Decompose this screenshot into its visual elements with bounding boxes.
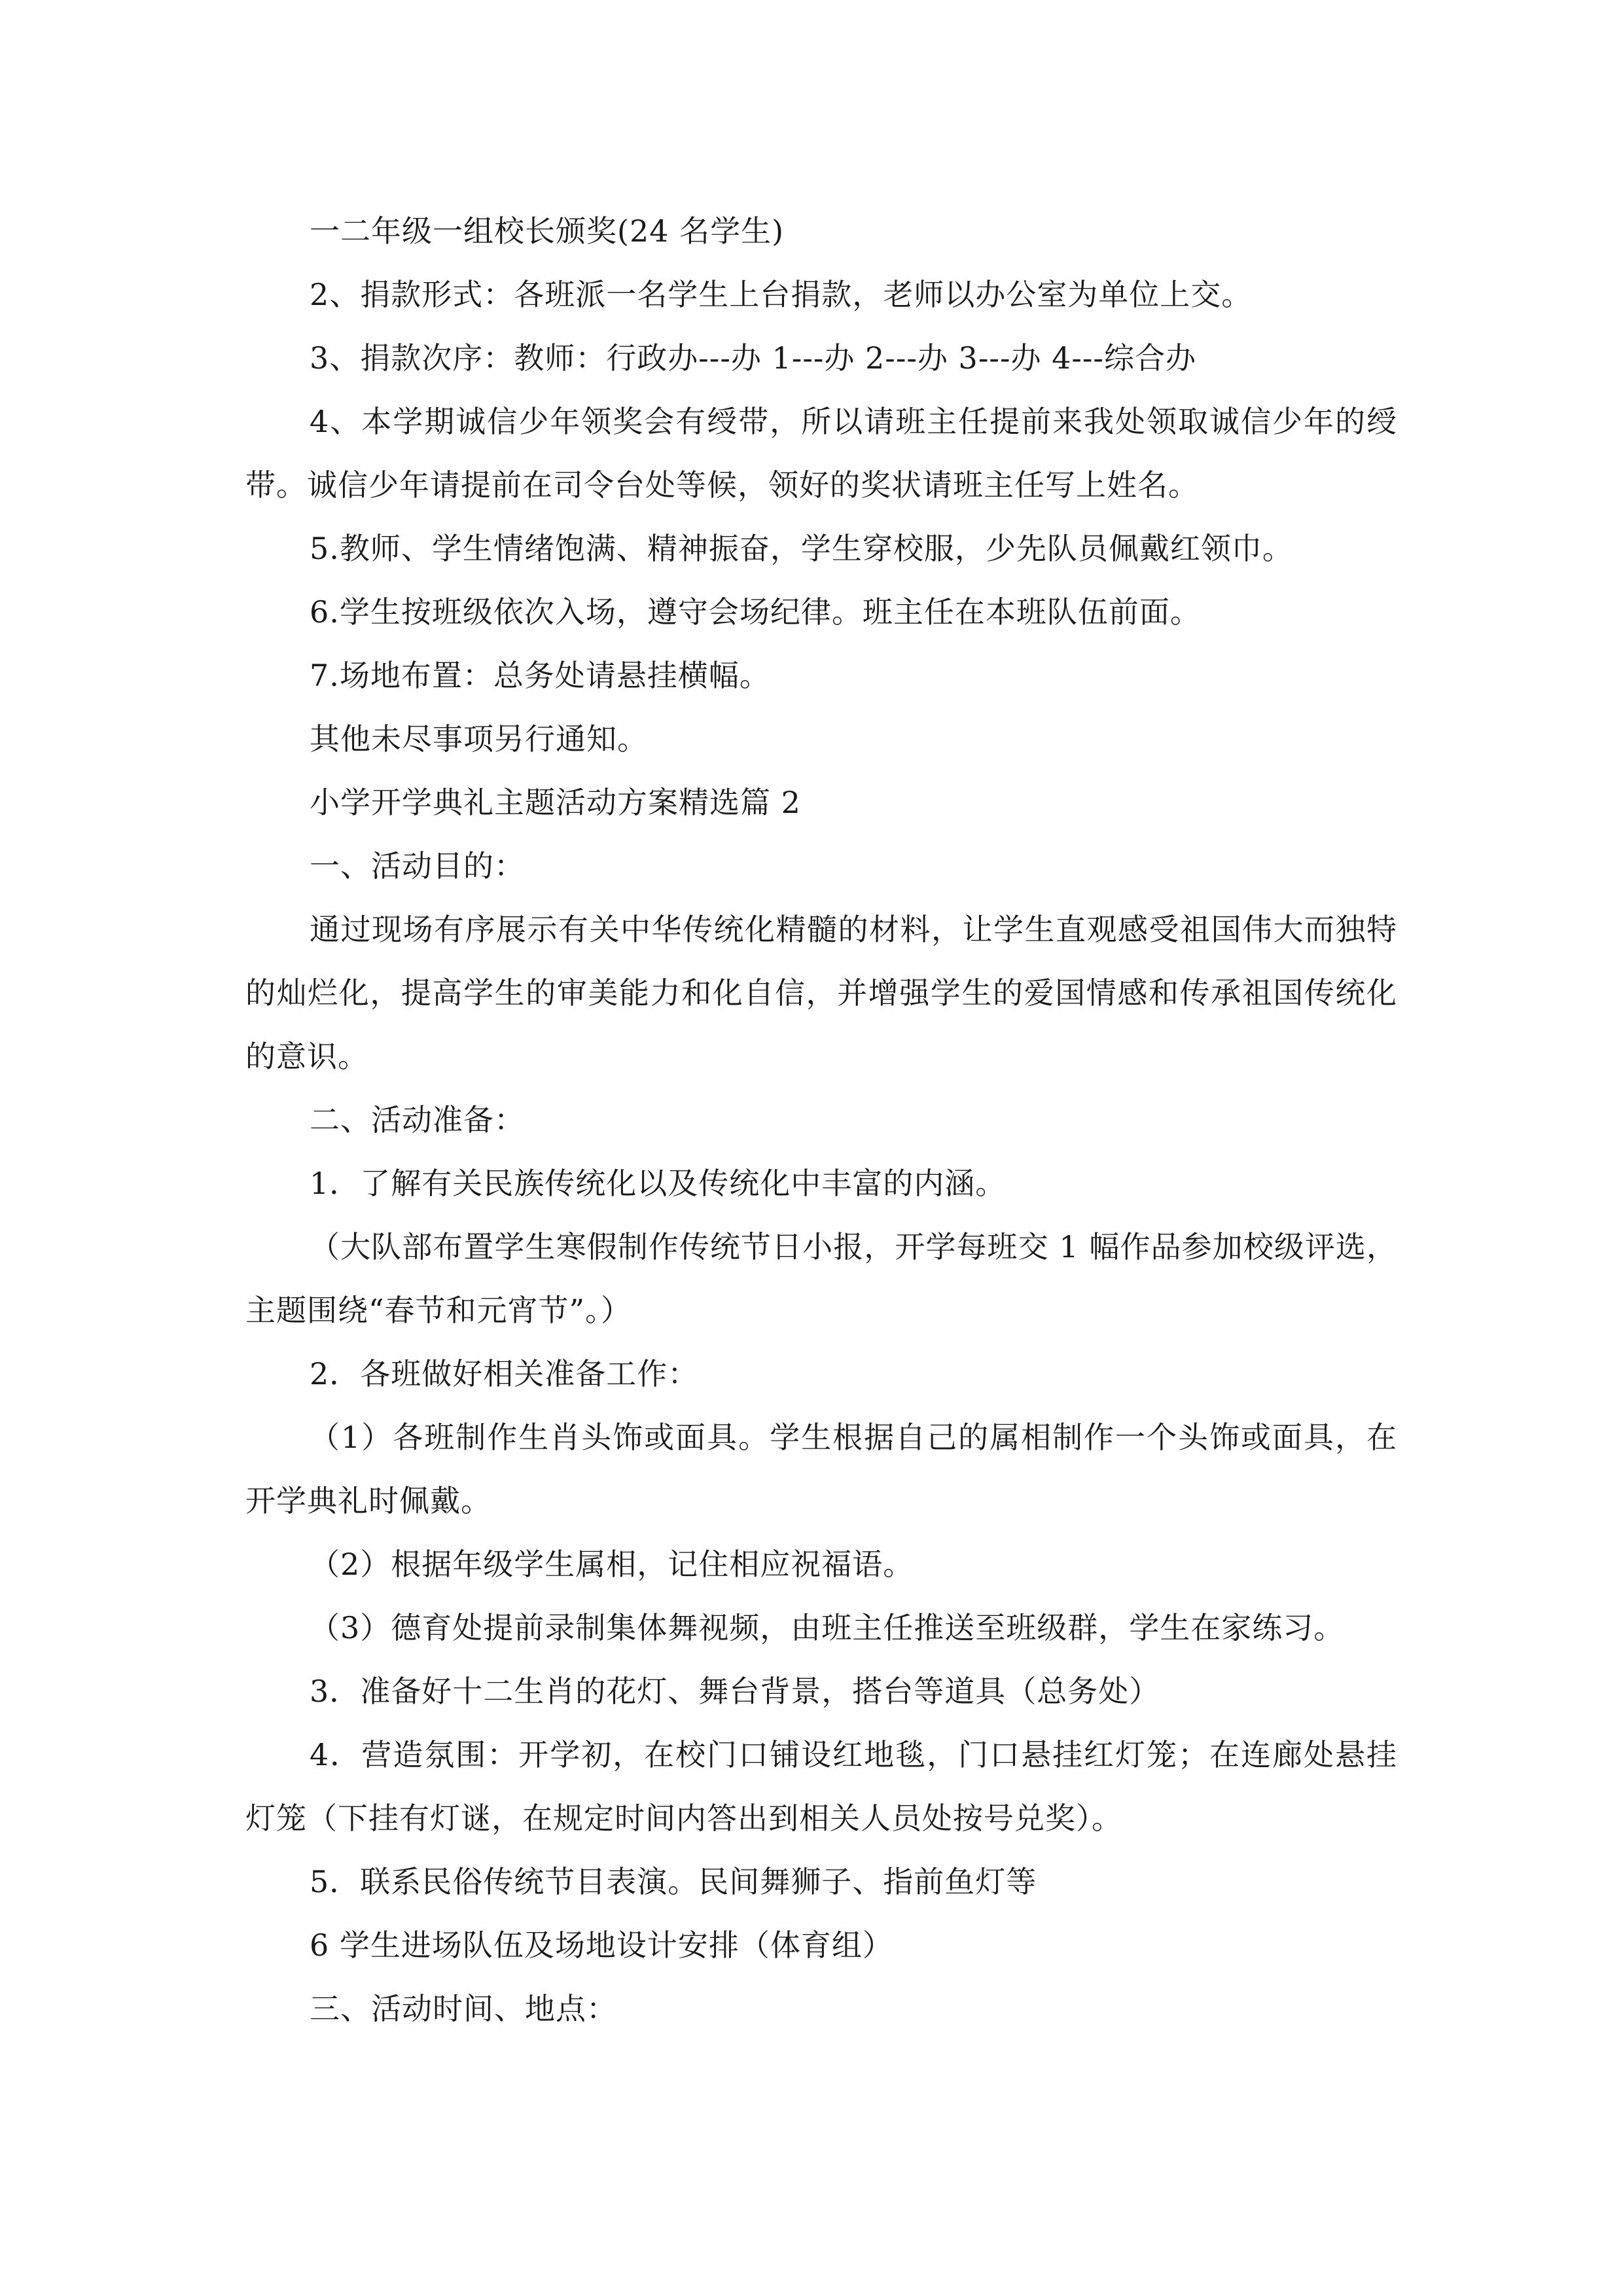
section-title: 小学开学典礼主题活动方案精选篇 2 [310,785,801,820]
prep-item-3: 3．准备好十二生肖的花灯、舞台背景，搭台等道具（总务处） [310,1674,1160,1709]
prep-item-2: 2．各班做好相关准备工作： [310,1356,699,1391]
donation-order-item: 3、捐款次序：教师：行政办---办 1---办 2---办 3---办 4---综合办 [310,340,1196,376]
prep-item-2-sub-1: （1）各班制作生肖头饰或面具。学生根据自己的属相制作一个头饰或面具，在开学典礼时佩戴。 [245,1420,1397,1518]
prep-item-6: 6 学生进场队伍及场地设计安排（体育组） [310,1928,893,1963]
donation-form-item: 2、捐款形式：各班派一名学生上台捐款，老师以办公室为单位上交。 [310,277,1253,312]
prep-item-1: 1．了解有关民族传统化以及传统化中丰富的内涵。 [310,1166,1007,1201]
venue-setup-item: 7.场地布置：总务处请悬挂横幅。 [310,658,770,693]
award-line: 一二年级一组校长颁奖(24 名学生) [310,213,785,249]
spirit-item: 5.教师、学生情绪饱满、精神振奋，学生穿校服，少先队员佩戴红领巾。 [310,531,1293,566]
purpose-text: 通过现场有序展示有关中华传统化精髓的材料，让学生直观感受祖国伟大而独特的灿烂化，提高学生的审美能力和化自信，并增强学生的爱国情感和传承祖国传统化的意识。 [245,912,1397,1074]
heading-purpose: 一、活动目的： [310,848,525,884]
document-body [245,200,1397,2041]
prep-item-5: 5．联系民俗传统节目表演。民间舞狮子、指前鱼灯等 [310,1864,1037,1899]
entrance-order-item: 6.学生按班级依次入场，遵守会场纪律。班主任在本班队伍前面。 [310,594,1201,630]
prep-item-2-sub-3: （3）德育处提前录制集体舞视频，由班主任推送至班级群，学生在家练习。 [310,1610,1345,1645]
other-matters-note: 其他未尽事项另行通知。 [310,721,648,757]
prep-item-2-sub-2: （2）根据年级学生属相，记住相应祝福语。 [310,1547,914,1582]
prep-item-4: 4．营造氛围：开学初，在校门口铺设红地毯，门口悬挂红灯笼；在连廊处悬挂灯笼（下挂有灯谜，在规定时间内答出到相关人员处按号兑奖）。 [245,1737,1397,1836]
heading-preparation: 二、活动准备： [310,1102,525,1138]
heading-time-place: 三、活动时间、地点： [310,1991,617,2026]
prep-item-1-note: （大队部布置学生寒假制作传统节日小报，开学每班交 1 幅作品参加校级评选，主题围绕“春节和元宵节”。） [245,1229,1397,1328]
integrity-youth-item: 4、本学期诚信少年领奖会有绶带，所以请班主任提前来我处领取诚信少年的绶带。诚信少年请提前在司令台处等候，领好的奖状请班主任写上姓名。 [245,404,1397,503]
